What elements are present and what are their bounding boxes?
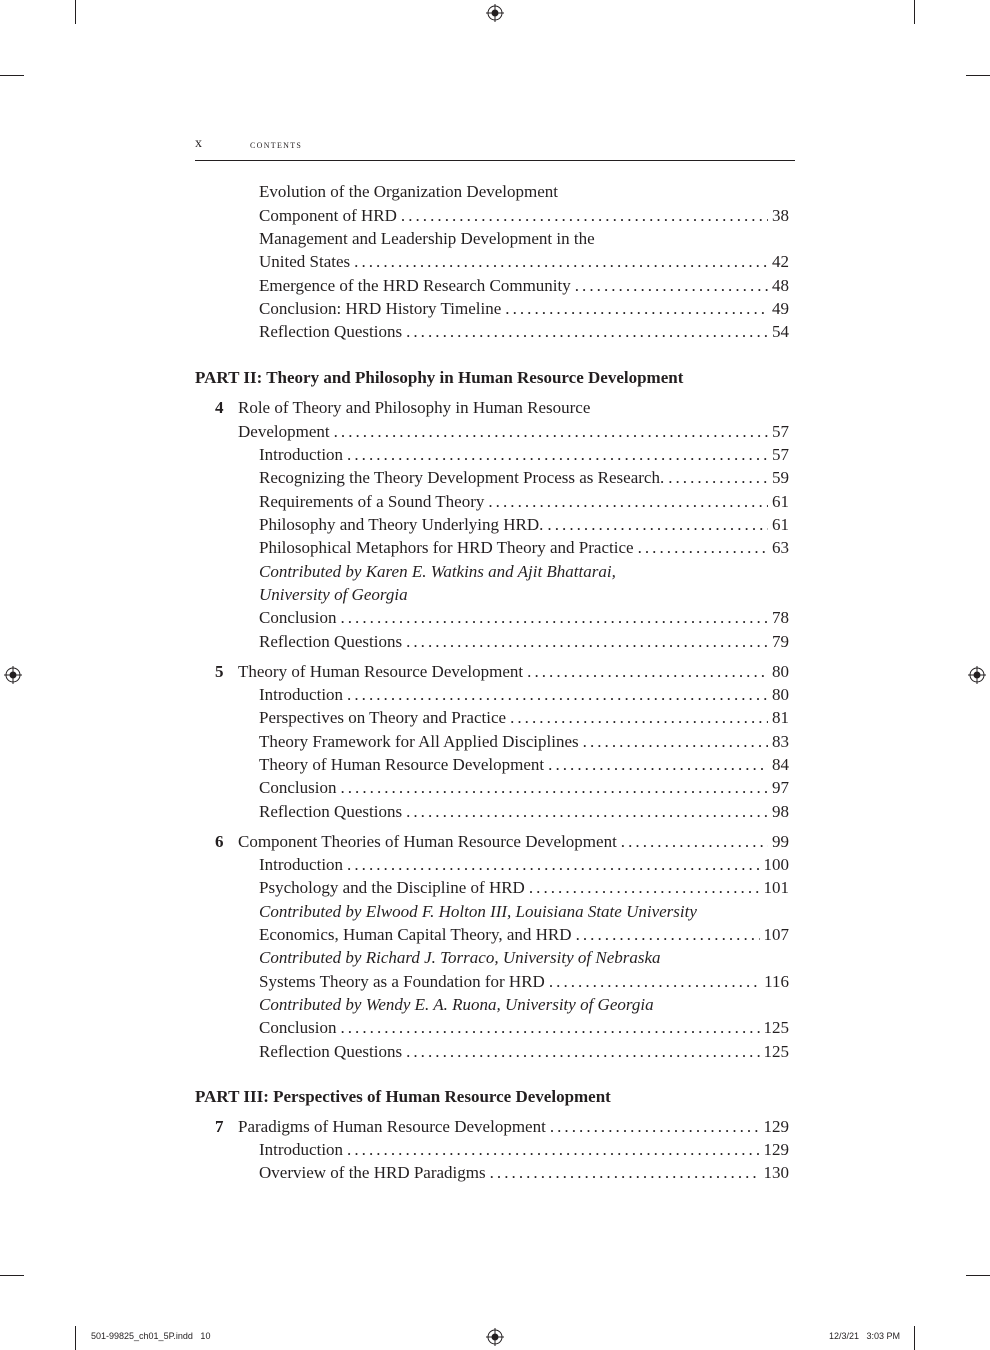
leader-dots: [547, 513, 768, 536]
toc-entry-title: Overview of the HRD Paradigms: [259, 1163, 486, 1182]
part-heading: PART III: Perspectives of Human Resource Development: [195, 1087, 611, 1106]
toc-page-number: 107: [763, 925, 789, 944]
toc-entry[interactable]: [259, 1016, 789, 1039]
toc-entry-title: Theory of Human Resource Development: [238, 662, 524, 681]
toc-page-number: 61: [772, 515, 789, 534]
contributor-credit: Contributed by Wendy E. A. Ruona, University of Georgia: [259, 995, 654, 1014]
leader-dots: [505, 297, 768, 320]
toc-page-number: 129: [763, 1117, 789, 1136]
leader-dots: [668, 466, 768, 489]
toc-entry-title: Introduction: [259, 1140, 344, 1159]
chapter-title[interactable]: [238, 830, 789, 853]
crop-mark: [914, 0, 915, 24]
toc-entry: [259, 180, 789, 203]
leader-dots: [340, 606, 768, 629]
running-head: [195, 133, 795, 161]
page-folio: x: [195, 136, 202, 151]
leader-dots: [347, 443, 768, 466]
toc-page-number: 125: [763, 1018, 789, 1037]
contributor-credit: Contributed by Richard J. Torraco, University of Nebraska: [259, 948, 661, 967]
toc-entry: [259, 274, 789, 297]
toc-page-number: 59: [772, 468, 789, 487]
crop-mark: [75, 0, 76, 24]
leader-dots: [488, 490, 768, 513]
toc-entry-title: Conclusion: [259, 778, 337, 797]
chapter-title[interactable]: [238, 420, 789, 443]
contributor-credit: Contributed by Elwood F. Holton III, Louisiana State University: [259, 902, 697, 921]
toc-page-number: 79: [772, 632, 789, 651]
contributor-credit: Contributed by Karen E. Watkins and Ajit Bhattarai,: [259, 562, 616, 581]
toc-entry-title: Conclusion: [259, 1018, 337, 1037]
toc-page-number: 38: [772, 206, 789, 225]
leader-dots: [575, 274, 768, 297]
crop-mark: [966, 1275, 990, 1276]
registration-mark-icon: [968, 666, 986, 684]
toc-page-number: 125: [763, 1042, 789, 1061]
leader-dots: [490, 1161, 760, 1184]
toc-entry[interactable]: [259, 606, 789, 629]
registration-mark-icon: [4, 666, 22, 684]
toc-entry[interactable]: [259, 443, 789, 466]
toc-entry-title: Systems Theory as a Foundation for HRD: [259, 972, 545, 991]
leader-dots: [638, 536, 768, 559]
toc-page-number: 98: [772, 802, 789, 821]
leader-dots: [549, 970, 760, 993]
toc-entry-title: Component Theories of Human Resource Development: [238, 832, 617, 851]
toc-page-number: 63: [772, 538, 789, 557]
toc-entry[interactable]: [259, 536, 789, 559]
toc-entry-title: Paradigms of Human Resource Development: [238, 1117, 546, 1136]
toc-page-number: 101: [763, 878, 789, 897]
registration-mark-icon: [486, 1328, 504, 1346]
toc-entry[interactable]: [259, 706, 789, 729]
toc-page-number: 81: [772, 708, 789, 727]
chapter-number: 7: [215, 1117, 224, 1136]
toc-entry-title: Theory Framework for All Applied Disciplines: [259, 732, 579, 751]
leader-dots: [548, 753, 768, 776]
toc-entry[interactable]: [259, 923, 789, 946]
toc-entry-title: Philosophy and Theory Underlying HRD.: [259, 515, 544, 534]
toc-entry-title: Theory of Human Resource Development: [259, 755, 545, 774]
leader-dots: [347, 1138, 759, 1161]
toc-entry[interactable]: [259, 466, 789, 489]
crop-mark: [0, 75, 24, 76]
toc-page-number: 100: [763, 855, 789, 874]
toc-entry[interactable]: [259, 1138, 789, 1161]
toc-entry-title: Reflection Questions: [259, 802, 403, 821]
toc-page-number: 80: [772, 685, 789, 704]
leader-dots: [340, 1016, 759, 1039]
slug-filename: 501-99825_ch01_5P.indd 10: [91, 1331, 211, 1341]
toc-entry[interactable]: [259, 776, 789, 799]
toc-page-number: 54: [772, 322, 789, 341]
toc-entry[interactable]: [259, 1040, 789, 1063]
registration-mark-icon: [486, 4, 504, 22]
toc-page-number: 97: [772, 778, 789, 797]
leader-dots: [401, 204, 768, 227]
toc-entry-title: Introduction: [259, 445, 344, 464]
slug-timestamp: 12/3/21 3:03 PM: [829, 1331, 901, 1341]
leader-dots: [347, 683, 768, 706]
toc-page-number: 130: [763, 1163, 789, 1182]
chapter-number: 4: [215, 398, 224, 417]
toc-entry[interactable]: [259, 630, 789, 653]
contributor-credit: University of Georgia: [259, 585, 408, 604]
toc-entry-title: Introduction: [259, 685, 344, 704]
toc-page-number: 129: [763, 1140, 789, 1159]
toc-entry-title: Component of HRD: [259, 206, 397, 225]
toc-entry-title: Philosophical Metaphors for HRD Theory and Practice: [259, 538, 634, 557]
toc-entry-title: Evolution of the Organization Development: [259, 182, 559, 201]
leader-dots: [406, 320, 768, 343]
toc-entry-title: Introduction: [259, 855, 344, 874]
toc-page-number: 57: [772, 422, 789, 441]
toc-entry-title: Reflection Questions: [259, 1042, 403, 1061]
toc-entry-title: United States: [259, 252, 351, 271]
toc-page-number: 78: [772, 608, 789, 627]
toc-entry: [259, 227, 789, 250]
toc-entry: [259, 320, 789, 343]
leader-dots: [340, 776, 768, 799]
toc-page-number: 61: [772, 492, 789, 511]
toc-page-number: 57: [772, 445, 789, 464]
toc-entry-title: Role of Theory and Philosophy in Human Resource: [238, 398, 591, 417]
toc-page-number: 49: [772, 299, 789, 318]
chapter-title[interactable]: [238, 396, 789, 419]
toc-entry[interactable]: [259, 683, 789, 706]
toc-page-number: 48: [772, 276, 789, 295]
toc-page-number: 99: [772, 832, 789, 851]
leader-dots: [583, 730, 768, 753]
toc-entry: [259, 204, 789, 227]
leader-dots: [576, 923, 760, 946]
toc-entry-title: Development: [238, 422, 330, 441]
toc-entry-title: Perspectives on Theory and Practice: [259, 708, 507, 727]
toc-page-number: 83: [772, 732, 789, 751]
toc-page-number: 80: [772, 662, 789, 681]
toc-entry[interactable]: [259, 970, 789, 993]
leader-dots: [406, 800, 768, 823]
leader-dots: [406, 630, 768, 653]
toc-entry-title: Economics, Human Capital Theory, and HRD: [259, 925, 572, 944]
toc-page-number: 84: [772, 755, 789, 774]
toc-entry-title: Reflection Questions: [259, 322, 403, 341]
toc-entry: [259, 250, 789, 273]
leader-dots: [354, 250, 768, 273]
toc-entry[interactable]: [259, 490, 789, 513]
toc-entry[interactable]: [259, 730, 789, 753]
toc-entry[interactable]: [259, 513, 789, 536]
leader-dots: [406, 1040, 759, 1063]
chapter-number: 6: [215, 832, 224, 851]
chapter-title[interactable]: [238, 1115, 789, 1138]
leader-dots: [510, 706, 768, 729]
toc-entry[interactable]: [259, 1161, 789, 1184]
crop-mark: [0, 1275, 24, 1276]
toc-entry[interactable]: [259, 853, 789, 876]
toc-entry[interactable]: [259, 800, 789, 823]
toc-entry[interactable]: [259, 753, 789, 776]
toc-entry-title: Psychology and the Discipline of HRD: [259, 878, 525, 897]
toc-entry-title: Conclusion: HRD History Timeline: [259, 299, 502, 318]
chapter-number: 5: [215, 662, 224, 681]
crop-mark: [914, 1326, 915, 1350]
toc-page-number: 116: [764, 972, 789, 991]
chapter-title[interactable]: [238, 660, 789, 683]
crop-mark: [966, 75, 990, 76]
toc-entry-title: Requirements of a Sound Theory: [259, 492, 485, 511]
toc-entry-title: Recognizing the Theory Development Process as Research.: [259, 468, 665, 487]
toc-entry-title: Emergence of the HRD Research Community: [259, 276, 571, 295]
crop-mark: [75, 1326, 76, 1350]
leader-dots: [550, 1115, 760, 1138]
running-head-title: contents: [250, 137, 303, 151]
toc-entry[interactable]: [259, 876, 789, 899]
toc-entry-title: Management and Leadership Development in the: [259, 229, 595, 248]
leader-dots: [347, 853, 759, 876]
toc-entry-title: Conclusion: [259, 608, 337, 627]
leader-dots: [621, 830, 768, 853]
leader-dots: [529, 876, 760, 899]
toc-entry: [259, 297, 789, 320]
toc-entry-title: Reflection Questions: [259, 632, 403, 651]
part-heading: PART II: Theory and Philosophy in Human Resource Development: [195, 368, 684, 387]
leader-dots: [334, 420, 768, 443]
leader-dots: [527, 660, 768, 683]
toc-page-number: 42: [772, 252, 789, 271]
